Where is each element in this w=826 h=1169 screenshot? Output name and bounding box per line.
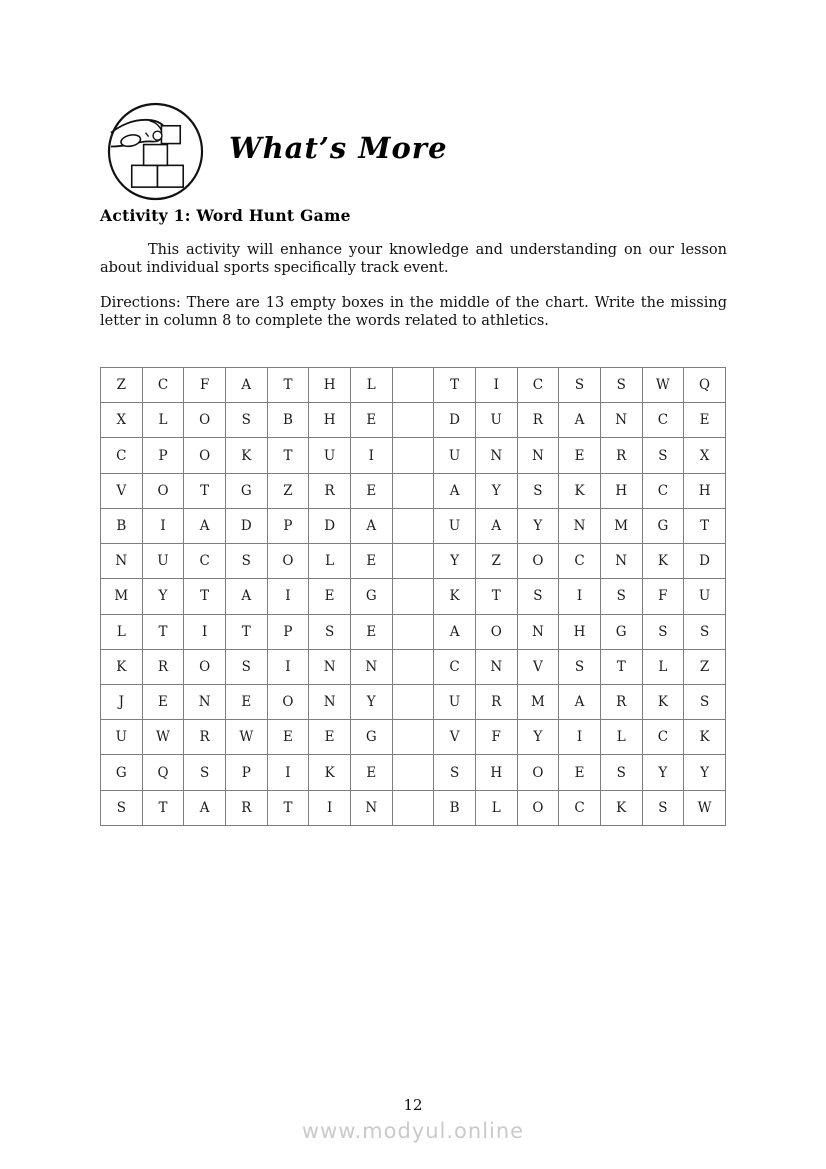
grid-cell: X [684,438,726,473]
grid-cell: S [559,649,601,684]
grid-cell-empty [392,790,434,825]
grid-cell: T [267,368,309,403]
grid-cell: I [309,790,351,825]
grid-cell: N [184,684,226,719]
grid-cell: E [559,438,601,473]
grid-cell: R [600,438,642,473]
grid-cell: I [267,649,309,684]
grid-cell: O [517,790,559,825]
grid-cell: P [225,755,267,790]
grid-cell: G [101,755,143,790]
grid-cell: K [434,579,476,614]
grid-cell: Y [142,579,184,614]
word-hunt-grid [100,367,726,826]
grid-cell: L [101,614,143,649]
grid-cell: M [101,579,143,614]
grid-cell: Z [684,649,726,684]
grid-cell: A [434,473,476,508]
grid-cell: O [142,473,184,508]
grid-cell: I [142,508,184,543]
grid-cell: U [434,438,476,473]
grid-cell: A [475,508,517,543]
grid-cell: T [684,508,726,543]
grid-cell: L [142,403,184,438]
grid-cell: A [434,614,476,649]
grid-cell: E [350,544,392,579]
grid-cell: D [434,403,476,438]
grid-cell: E [559,755,601,790]
grid-cell: S [559,368,601,403]
grid-cell-empty [392,508,434,543]
grid-cell: W [142,720,184,755]
grid-cell: L [475,790,517,825]
grid-cell: Q [684,368,726,403]
activity-heading: Activity 1: Word Hunt Game [100,206,351,225]
grid-cell: X [101,403,143,438]
grid-cell: U [309,438,351,473]
grid-cell: O [184,438,226,473]
grid-cell: H [309,368,351,403]
grid-cell: S [434,755,476,790]
grid-cell: N [475,649,517,684]
grid-cell: N [600,403,642,438]
grid-cell: F [184,368,226,403]
grid-cell: S [600,368,642,403]
grid-cell: L [350,368,392,403]
grid-cell: S [517,579,559,614]
grid-cell: U [101,720,143,755]
grid-cell-empty [392,544,434,579]
grid-cell: G [225,473,267,508]
grid-cell: F [642,579,684,614]
grid-row [101,720,726,755]
grid-cell: F [475,720,517,755]
grid-cell: W [684,790,726,825]
grid-cell: R [225,790,267,825]
grid-cell: C [434,649,476,684]
grid-cell-empty [392,438,434,473]
grid-row [101,544,726,579]
grid-cell: S [642,438,684,473]
grid-cell: T [142,790,184,825]
page-number: 12 [403,1096,423,1114]
grid-cell-empty [392,684,434,719]
grid-cell: R [600,684,642,719]
activity-directions: Directions: There are 13 empty boxes in the middle of the chart. Write the missing letter in column 8 to complete the words related to athletics. [100,295,727,329]
grid-cell: I [559,720,601,755]
grid-cell-empty [392,614,434,649]
activity-intro: This activity will enhance your knowledge and understanding on our lesson about individual sports specifically track event. [100,242,727,276]
grid-cell: Z [475,544,517,579]
grid-cell: D [225,508,267,543]
grid-cell: T [142,614,184,649]
grid-row [101,473,726,508]
grid-cell: T [225,614,267,649]
section-title: What’s More [229,131,448,165]
grid-cell: P [267,508,309,543]
grid-cell: N [475,438,517,473]
grid-cell: N [350,790,392,825]
grid-cell: V [517,649,559,684]
grid-cell: R [184,720,226,755]
grid-row [101,579,726,614]
grid-cell: Y [642,755,684,790]
grid-cell: U [434,684,476,719]
grid-cell: Z [101,368,143,403]
grid-cell: I [267,755,309,790]
grid-cell: O [475,614,517,649]
grid-cell: T [475,579,517,614]
watermark: www.modyul.online [301,1119,525,1143]
grid-cell: O [184,649,226,684]
grid-cell: K [559,473,601,508]
section-header [106,100,448,202]
grid-cell: U [142,544,184,579]
grid-cell: R [142,649,184,684]
grid-cell: E [267,720,309,755]
grid-cell: G [642,508,684,543]
grid-cell: T [267,790,309,825]
grid-row [101,614,726,649]
grid-cell: W [225,720,267,755]
grid-cell: E [309,579,351,614]
grid-cell: A [559,684,601,719]
grid-cell: T [184,579,226,614]
grid-cell: S [600,755,642,790]
grid-cell: S [684,614,726,649]
grid-cell: Y [684,755,726,790]
grid-cell: K [309,755,351,790]
grid-cell-empty [392,755,434,790]
grid-cell: I [475,368,517,403]
grid-cell: O [517,544,559,579]
grid-cell: I [350,438,392,473]
grid-cell: B [434,790,476,825]
grid-row [101,790,726,825]
grid-cell: T [267,438,309,473]
grid-cell: K [642,684,684,719]
grid-cell-empty [392,403,434,438]
grid-cell: S [101,790,143,825]
grid-cell: I [559,579,601,614]
grid-cell: H [684,473,726,508]
grid-cell: O [267,544,309,579]
grid-cell-empty [392,368,434,403]
grid-cell: Y [350,684,392,719]
grid-cell: E [309,720,351,755]
grid-cell: Y [517,720,559,755]
grid-cell: R [475,684,517,719]
grid-cell: Y [475,473,517,508]
grid-cell: K [684,720,726,755]
grid-cell: I [267,579,309,614]
grid-row [101,403,726,438]
grid-cell-empty [392,579,434,614]
grid-cell: N [101,544,143,579]
grid-cell: A [184,790,226,825]
grid-row [101,755,726,790]
grid-cell: S [225,544,267,579]
grid-cell: C [101,438,143,473]
grid-cell: S [684,684,726,719]
grid-cell: E [142,684,184,719]
grid-cell: A [225,368,267,403]
grid-cell: N [600,544,642,579]
grid-cell: Z [267,473,309,508]
grid-cell: C [517,368,559,403]
hand-stacking-blocks-icon [106,100,205,202]
grid-cell: A [184,508,226,543]
grid-cell: V [434,720,476,755]
grid-cell: S [517,473,559,508]
grid-cell: E [350,755,392,790]
grid-cell: R [309,473,351,508]
grid-cell: N [309,684,351,719]
grid-cell: S [600,579,642,614]
grid-cell: E [350,403,392,438]
grid-cell: G [350,579,392,614]
grid-row [101,508,726,543]
grid-cell: L [642,649,684,684]
grid-cell: S [642,790,684,825]
grid-cell: C [142,368,184,403]
grid-cell: H [559,614,601,649]
grid-cell: O [267,684,309,719]
grid-cell: S [642,614,684,649]
grid-cell: N [309,649,351,684]
grid-cell: S [225,649,267,684]
grid-cell: E [225,684,267,719]
grid-cell: M [600,508,642,543]
grid-row [101,684,726,719]
grid-cell: E [350,473,392,508]
grid-cell: O [517,755,559,790]
grid-cell: H [475,755,517,790]
grid-cell-empty [392,649,434,684]
grid-cell: C [559,544,601,579]
grid-cell-empty [392,473,434,508]
grid-cell: A [350,508,392,543]
grid-cell: S [184,755,226,790]
grid-cell: H [309,403,351,438]
grid-cell: O [184,403,226,438]
grid-cell: U [684,579,726,614]
grid-cell: J [101,684,143,719]
grid-cell: N [517,614,559,649]
grid-row [101,368,726,403]
grid-cell: E [350,614,392,649]
grid-cell: T [184,473,226,508]
grid-cell: D [309,508,351,543]
grid-cell: C [559,790,601,825]
grid-cell: N [517,438,559,473]
grid-cell: K [101,649,143,684]
grid-cell: V [101,473,143,508]
grid-cell: H [600,473,642,508]
grid-cell: S [309,614,351,649]
grid-cell: Y [434,544,476,579]
grid-cell: L [600,720,642,755]
grid-cell: N [559,508,601,543]
grid-cell: K [225,438,267,473]
grid-cell: B [267,403,309,438]
grid-cell: E [684,403,726,438]
grid-cell: D [684,544,726,579]
grid-cell: T [600,649,642,684]
grid-cell: W [642,368,684,403]
grid-cell: C [642,473,684,508]
grid-cell: Y [517,508,559,543]
grid-cell: K [600,790,642,825]
grid-cell: N [350,649,392,684]
grid-cell: C [184,544,226,579]
grid-cell: I [184,614,226,649]
grid-cell: G [350,720,392,755]
grid-row [101,438,726,473]
grid-cell: U [434,508,476,543]
grid-cell: K [642,544,684,579]
grid-cell: M [517,684,559,719]
grid-cell: A [559,403,601,438]
grid-cell: U [475,403,517,438]
grid-cell: B [101,508,143,543]
grid-cell: C [642,720,684,755]
grid-cell-empty [392,720,434,755]
grid-cell: R [517,403,559,438]
grid-cell: P [142,438,184,473]
grid-cell: A [225,579,267,614]
grid-cell: S [225,403,267,438]
grid-cell: P [267,614,309,649]
grid-row [101,649,726,684]
grid-cell: Q [142,755,184,790]
grid-cell: G [600,614,642,649]
grid-cell: T [434,368,476,403]
grid-cell: L [309,544,351,579]
grid-cell: C [642,403,684,438]
